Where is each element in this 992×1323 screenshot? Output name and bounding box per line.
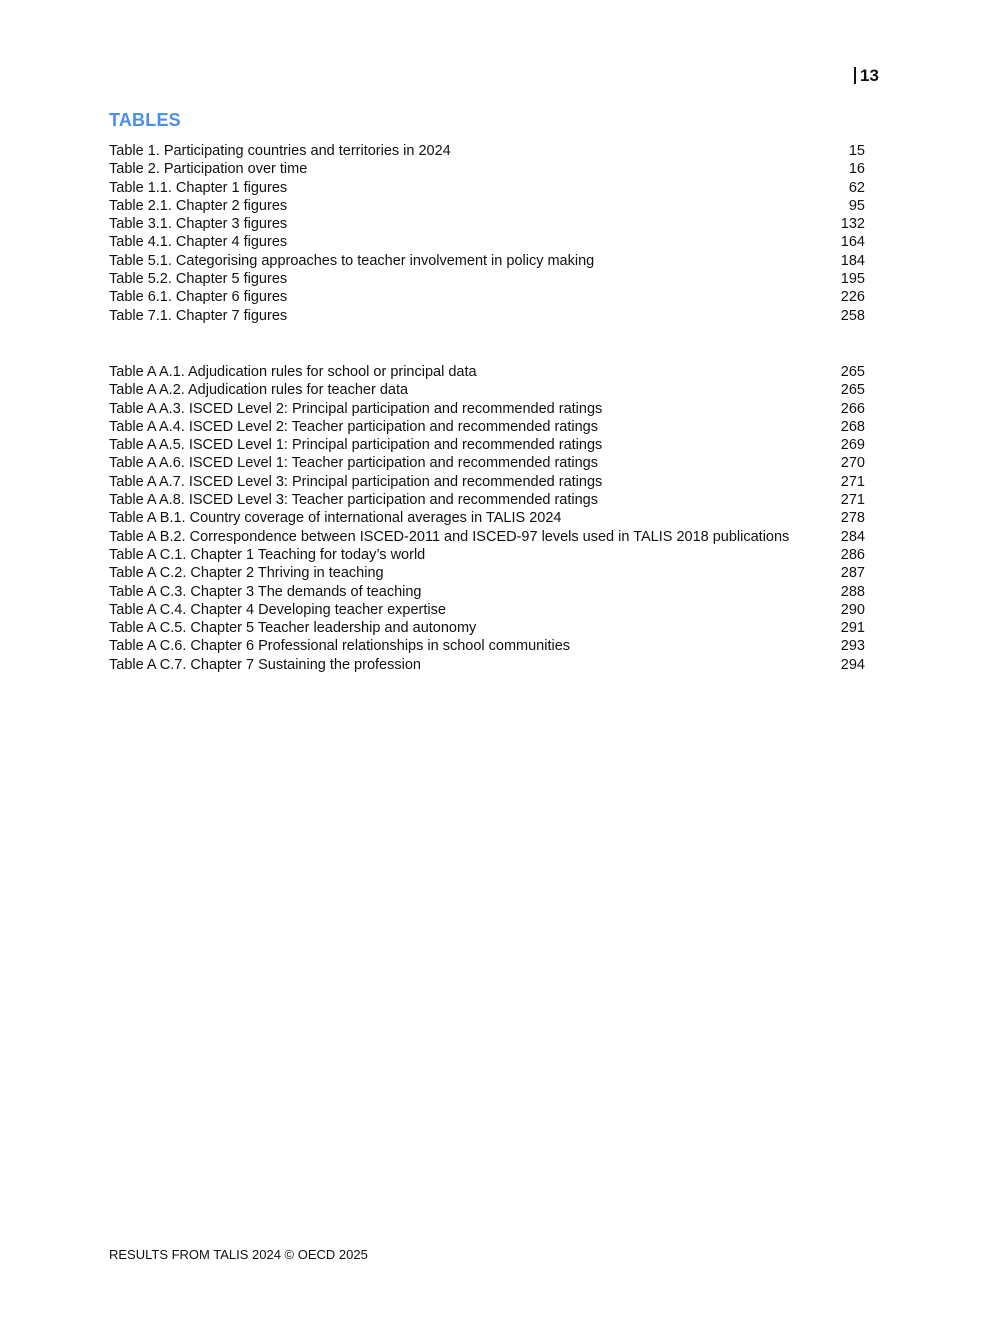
toc-entry-page[interactable]: 284: [840, 528, 865, 545]
toc-entry[interactable]: [109, 252, 865, 270]
toc-entry-label[interactable]: Table A A.5. ISCED Level 1: Principal participation and recommended ratings: [109, 437, 603, 454]
annex-tables-list: [109, 363, 865, 674]
toc-entry-label[interactable]: Table 5.1. Categorising approaches to teacher involvement in policy making: [109, 252, 595, 269]
toc-entry-label[interactable]: Table A C.1. Chapter 1 Teaching for today’s world: [109, 546, 426, 563]
toc-entry-label[interactable]: Table A A.3. ISCED Level 2: Principal participation and recommended ratings: [109, 400, 603, 417]
toc-entry[interactable]: [109, 509, 865, 527]
toc-entry-label[interactable]: Table A C.3. Chapter 3 The demands of teaching: [109, 583, 422, 600]
toc-entry-page[interactable]: 270: [840, 455, 865, 472]
toc-entry-page[interactable]: 132: [840, 216, 865, 233]
toc-entry-page[interactable]: 258: [840, 307, 865, 324]
toc-entry[interactable]: [109, 179, 865, 197]
toc-entry-label[interactable]: Table 2.1. Chapter 2 figures: [109, 197, 288, 214]
main-tables-list: [109, 142, 865, 325]
toc-entry-page[interactable]: 271: [840, 473, 865, 490]
toc-entry[interactable]: [109, 619, 865, 637]
toc-entry[interactable]: [109, 288, 865, 306]
toc-entry-page[interactable]: 62: [848, 179, 865, 196]
toc-entry-page[interactable]: 265: [840, 364, 865, 380]
toc-entry-label[interactable]: Table A A.8. ISCED Level 3: Teacher participation and recommended ratings: [109, 492, 598, 509]
toc-entry-page[interactable]: 164: [840, 234, 865, 251]
toc-entry-page[interactable]: 268: [840, 418, 865, 435]
toc-entry-label[interactable]: Table 3.1. Chapter 3 figures: [109, 216, 288, 233]
toc-entry[interactable]: [109, 601, 865, 619]
toc-entry-label[interactable]: Table 7.1. Chapter 7 figures: [109, 307, 288, 324]
toc-entry-label[interactable]: Table 6.1. Chapter 6 figures: [109, 289, 288, 306]
toc-entry-label[interactable]: Table A A.1. Adjudication rules for school or principal data: [109, 364, 477, 380]
toc-entry[interactable]: [109, 381, 865, 399]
toc-entry[interactable]: [109, 564, 865, 582]
toc-entry-label[interactable]: Table A C.6. Chapter 6 Professional relationships in school communities: [109, 638, 571, 655]
toc-entry-page[interactable]: 16: [848, 161, 865, 178]
toc-entry-page[interactable]: 293: [840, 638, 865, 655]
toc-entry[interactable]: [109, 637, 865, 655]
toc-entry[interactable]: [109, 160, 865, 178]
toc-entry-page[interactable]: 265: [840, 382, 865, 399]
toc-entry-page[interactable]: 95: [848, 197, 865, 214]
toc-entry-page[interactable]: 291: [840, 620, 865, 637]
toc-entry[interactable]: [109, 454, 865, 472]
toc-entry-page[interactable]: 269: [840, 437, 865, 454]
toc-entry[interactable]: [109, 656, 865, 674]
toc-entry-page[interactable]: 278: [840, 510, 865, 527]
toc-entry[interactable]: [109, 583, 865, 601]
toc-entry-label[interactable]: Table A B.1. Country coverage of international averages in TALIS 2024: [109, 510, 562, 527]
toc-entry-label[interactable]: Table 1.1. Chapter 1 figures: [109, 179, 288, 196]
page-number-divider: [854, 67, 856, 84]
section-title: TABLES: [109, 110, 181, 130]
toc-entry[interactable]: [109, 270, 865, 288]
toc-entry[interactable]: [109, 473, 865, 491]
toc-entry[interactable]: [109, 142, 865, 160]
page-number-text: 13: [860, 66, 879, 85]
toc-entry-label[interactable]: Table A C.4. Chapter 4 Developing teacher expertise: [109, 601, 446, 618]
toc-entry-label[interactable]: Table 5.2. Chapter 5 figures: [109, 271, 288, 288]
footer: RESULTS FROM TALIS 2024 © OECD 2025: [109, 1247, 368, 1262]
toc-entry[interactable]: [109, 233, 865, 251]
toc-entry[interactable]: [109, 546, 865, 564]
toc-entry-page[interactable]: 226: [840, 289, 865, 306]
toc-entry-label[interactable]: Table 2. Participation over time: [109, 161, 308, 178]
toc-entry-page[interactable]: 294: [840, 656, 865, 673]
toc-entry[interactable]: [109, 363, 865, 381]
toc-entry[interactable]: [109, 197, 865, 215]
toc-entry[interactable]: [109, 400, 865, 418]
toc-entry[interactable]: [109, 307, 865, 325]
page-number: [854, 66, 879, 86]
toc-entry-page[interactable]: 266: [840, 400, 865, 417]
toc-entry-page[interactable]: 290: [840, 601, 865, 618]
toc-entry-label[interactable]: Table A A.2. Adjudication rules for teacher data: [109, 382, 409, 399]
toc-entry[interactable]: [109, 528, 865, 546]
toc-entry-label[interactable]: Table A A.6. ISCED Level 1: Teacher participation and recommended ratings: [109, 455, 598, 472]
toc-entry-label[interactable]: Table A C.5. Chapter 5 Teacher leadership and autonomy: [109, 620, 477, 637]
toc-entry-label[interactable]: Table A B.2. Correspondence between ISCED-2011 and ISCED-97 levels used in TALIS 2018 publications: [109, 528, 790, 545]
toc-entry-page[interactable]: 271: [840, 492, 865, 509]
toc-entry-label[interactable]: Table A A.4. ISCED Level 2: Teacher participation and recommended ratings: [109, 418, 598, 435]
toc-entry-label[interactable]: Table A C.7. Chapter 7 Sustaining the profession: [109, 656, 421, 673]
toc-entry-label[interactable]: Table A C.2. Chapter 2 Thriving in teaching: [109, 565, 384, 582]
toc-entry[interactable]: [109, 436, 865, 454]
toc-entry-page[interactable]: 184: [840, 252, 865, 269]
toc-entry-page[interactable]: 15: [848, 143, 865, 159]
toc-entry-label[interactable]: Table 1. Participating countries and territories in 2024: [109, 143, 451, 159]
toc-entry[interactable]: [109, 491, 865, 509]
toc-entry-label[interactable]: Table 4.1. Chapter 4 figures: [109, 234, 288, 251]
toc-entry[interactable]: [109, 418, 865, 436]
toc-entry-page[interactable]: 195: [840, 271, 865, 288]
toc-entry-page[interactable]: 288: [840, 583, 865, 600]
toc-entry[interactable]: [109, 215, 865, 233]
toc-entry-page[interactable]: 287: [840, 565, 865, 582]
toc-entry-label[interactable]: Table A A.7. ISCED Level 3: Principal participation and recommended ratings: [109, 473, 603, 490]
toc-entry-page[interactable]: 286: [840, 546, 865, 563]
